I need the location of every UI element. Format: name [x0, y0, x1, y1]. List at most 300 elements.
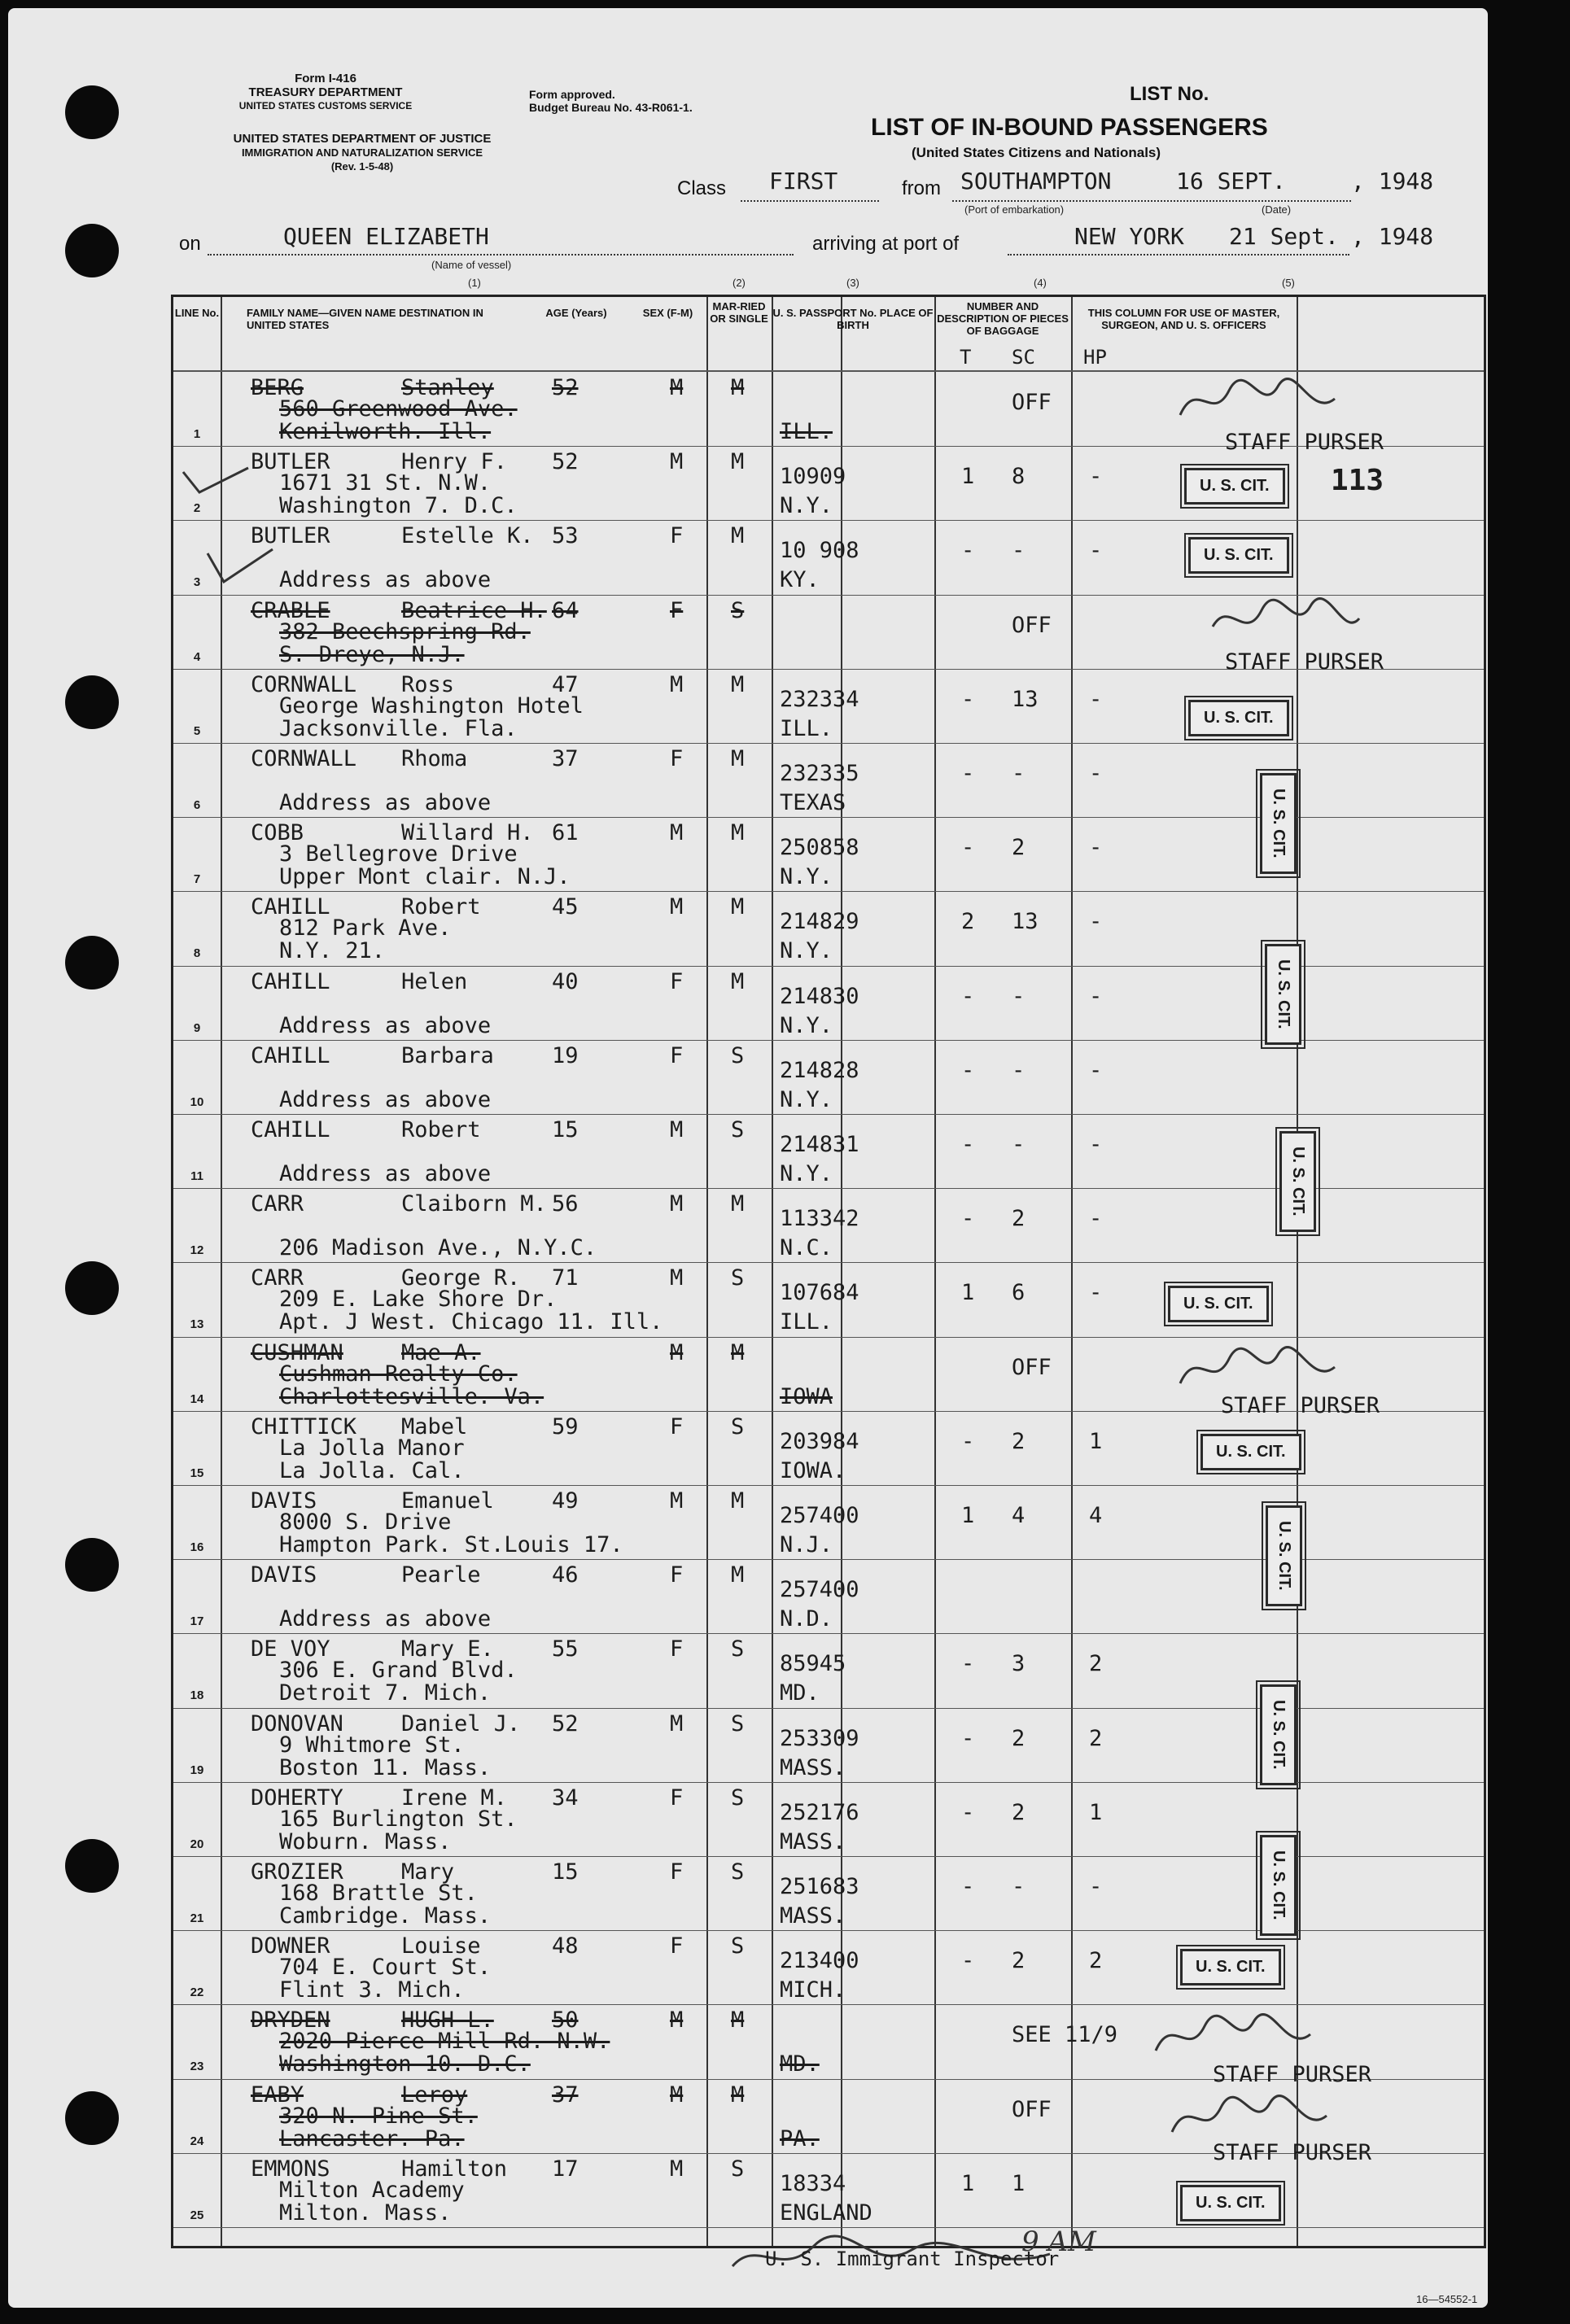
line-number: 10 — [190, 1094, 204, 1109]
place-of-birth: N.D. — [780, 1606, 833, 1632]
address-line-1: 812 Park Ave. — [279, 915, 452, 941]
sex: M — [670, 2082, 684, 2108]
baggage-hp: HP — [1083, 346, 1107, 369]
place-of-birth: MICH. — [780, 1977, 846, 2003]
address-line-1: Cushman Realty Co. — [279, 1361, 518, 1387]
given-name: Estelle K. — [401, 523, 534, 549]
ins-service: IMMIGRATION AND NATURALIZATION SERVICE — [241, 146, 483, 159]
vessel-name: QUEEN ELIZABETH — [283, 223, 489, 250]
line-number: 4 — [193, 649, 201, 664]
baggage-trunks: - — [961, 1206, 975, 1232]
baggage-trunks: 1 — [961, 464, 975, 490]
place-of-birth: MASS. — [780, 1754, 846, 1780]
place-of-birth: ILL. — [780, 715, 833, 741]
sex: M — [670, 2156, 684, 2182]
address-line-2: Kenilworth. Ill. — [279, 419, 492, 444]
age: 52 — [552, 1710, 579, 1736]
given-name: Leroy — [401, 2082, 468, 2108]
given-name: George R. — [401, 1265, 521, 1291]
baggage-suitcases: 2 — [1012, 1948, 1026, 1974]
line-number: 3 — [193, 575, 201, 590]
colnum-4: (4) — [1034, 277, 1047, 289]
justice-dept: UNITED STATES DEPARTMENT OF JUSTICE — [233, 132, 492, 146]
baggage-suitcases: 2 — [1012, 1725, 1026, 1751]
on-label: on — [179, 233, 201, 255]
age: 15 — [552, 1117, 579, 1142]
marital-status: M — [731, 1488, 745, 1514]
address-line-2: Woburn. Mass. — [279, 1828, 452, 1854]
line-number: 5 — [193, 723, 201, 738]
baggage-suitcases: OFF — [1012, 612, 1052, 638]
line-number: 6 — [193, 798, 201, 812]
baggage-handpieces: - — [1089, 1132, 1103, 1157]
us-cit-stamp: U. S. CIT. — [1260, 1684, 1297, 1785]
baggage-t: T — [960, 346, 972, 369]
address-line-1: 306 E. Grand Blvd. — [279, 1658, 518, 1684]
baggage-suitcases: OFF — [1012, 390, 1052, 415]
age: 56 — [552, 1191, 579, 1217]
us-cit-stamp: U. S. CIT. — [1279, 1131, 1316, 1232]
sex: M — [670, 1265, 684, 1291]
place-of-birth: TEXAS — [780, 790, 846, 815]
baggage-suitcases: SEE 11/9 — [1012, 2022, 1118, 2048]
colnum-5: (5) — [1282, 277, 1295, 289]
passport-number: 213400 — [780, 1948, 859, 1974]
address-line-2: Washington 7. D.C. — [279, 493, 518, 519]
passport-number: 214829 — [780, 909, 859, 935]
baggage-suitcases: 3 — [1012, 1651, 1026, 1677]
address-line-1: 704 E. Court St. — [279, 1955, 492, 1981]
age: 19 — [552, 1042, 579, 1068]
colnum-1: (1) — [468, 277, 481, 289]
family-name: CARR — [251, 1265, 304, 1291]
baggage-handpieces: - — [1089, 835, 1103, 861]
baggage-suitcases: 4 — [1012, 1503, 1026, 1528]
place-of-birth: ENGLAND — [780, 2200, 872, 2226]
line-number: 11 — [190, 1169, 203, 1183]
staff-purser-1: STAFF PURSER — [1225, 430, 1384, 455]
address-line-2: La Jolla. Cal. — [279, 1457, 465, 1483]
address-line-1: 2020 Pierce Mill Rd. N.W. — [279, 2029, 610, 2055]
address-line-2: Address as above — [279, 1012, 492, 1038]
arrival-port: NEW YORK — [1074, 223, 1184, 250]
service: UNITED STATES CUSTOMS SERVICE — [238, 100, 413, 111]
passport-number: 10 908 — [780, 538, 859, 564]
us-cit-stamp: U. S. CIT. — [1180, 1949, 1281, 1985]
given-name: Louise — [401, 1933, 481, 1959]
passport-number: 85945 — [780, 1651, 846, 1677]
sex: M — [670, 2007, 684, 2034]
baggage-handpieces: 1 — [1089, 1428, 1103, 1454]
col-line-no: LINE No. — [174, 307, 220, 319]
line-number: 19 — [190, 1763, 204, 1777]
us-cit-stamp: U. S. CIT. — [1188, 700, 1289, 736]
sex: F — [670, 1933, 684, 1959]
baggage-handpieces: 2 — [1089, 1948, 1103, 1974]
baggage-suitcases: 13 — [1012, 686, 1039, 712]
age: 64 — [552, 597, 579, 623]
marital-status: S — [731, 1710, 745, 1736]
family-name: CAHILL — [251, 1117, 330, 1142]
approval-block — [529, 88, 693, 114]
marital-status: M — [731, 1191, 745, 1217]
from-underline — [952, 200, 1351, 202]
passport-number: 250858 — [780, 835, 859, 861]
baggage-suitcases: 2 — [1012, 835, 1026, 861]
us-cit-stamp: U. S. CIT. — [1180, 2185, 1281, 2221]
marital-status: M — [731, 375, 745, 400]
given-name: Rhoma — [401, 746, 468, 771]
passport-number: 203984 — [780, 1428, 859, 1454]
sex: M — [670, 1117, 684, 1142]
us-cit-stamp: U. S. CIT. — [1184, 468, 1285, 505]
punch-hole — [65, 2091, 119, 2145]
line-number: 25 — [190, 2208, 204, 2222]
marital-status: S — [731, 1933, 745, 1959]
line-number: 2 — [193, 501, 201, 516]
address-line-1: 209 E. Lake Shore Dr. — [279, 1286, 558, 1313]
sex: F — [670, 746, 684, 771]
age: 71 — [552, 1265, 579, 1291]
revision: (Rev. 1-5-48) — [330, 160, 394, 173]
given-name: HUGH L. — [401, 2007, 494, 2034]
line-number: 16 — [190, 1540, 204, 1554]
marital-status: M — [731, 746, 745, 771]
col-married: MAR-RIED OR SINGLE — [710, 300, 768, 325]
department: TREASURY DEPARTMENT — [248, 85, 403, 99]
address-line-1: 8000 S. Drive — [279, 1509, 452, 1535]
address-line-1: 560 Greenwood Ave. — [279, 396, 518, 422]
given-name: Hamilton — [401, 2156, 508, 2182]
us-cit-stamp: U. S. CIT. — [1200, 1434, 1301, 1470]
arrival-date: 21 Sept. — [1229, 223, 1339, 250]
staff-purser-4: STAFF PURSER — [1213, 2062, 1372, 2087]
checkmark — [179, 464, 252, 496]
address-line-1: La Jolla Manor — [279, 1435, 465, 1461]
sex: F — [670, 1859, 684, 1885]
punch-hole — [65, 1261, 119, 1315]
punch-hole — [65, 936, 119, 989]
port-embarkation: SOUTHAMPTON — [960, 168, 1112, 194]
passport-number: 214828 — [780, 1057, 859, 1083]
baggage-suitcases: OFF — [1012, 2096, 1052, 2122]
passport-number: 107684 — [780, 1280, 859, 1306]
baggage-handpieces: 4 — [1089, 1503, 1103, 1528]
family-name: DRYDEN — [251, 2007, 330, 2034]
address-line-2: 206 Madison Ave., N.Y.C. — [279, 1235, 597, 1261]
age: 53 — [552, 523, 579, 549]
family-name: DONOVAN — [251, 1710, 343, 1736]
age: 40 — [552, 968, 579, 994]
family-name: DE VOY — [251, 1636, 330, 1662]
age: 52 — [552, 449, 579, 475]
family-name: EMMONS — [251, 2156, 330, 2182]
baggage-trunks: - — [961, 1948, 975, 1974]
marital-status: S — [731, 1042, 745, 1068]
baggage-suitcases: - — [1012, 983, 1026, 1009]
print-code: 16—54552-1 — [1416, 2293, 1478, 2305]
sex: M — [670, 449, 684, 475]
embarkation-year: , 1948 — [1351, 168, 1434, 194]
list-no: LIST No. — [1130, 83, 1209, 105]
line-number: 14 — [190, 1391, 204, 1406]
baggage-suitcases: 8 — [1012, 464, 1026, 490]
age: 47 — [552, 671, 579, 697]
given-name: Irene M. — [401, 1784, 508, 1811]
place-of-birth: N.Y. — [780, 1161, 833, 1186]
family-name: GROZIER — [251, 1859, 343, 1885]
address-line-2: Address as above — [279, 1161, 492, 1186]
marital-status: M — [731, 2007, 745, 2034]
line-number: 17 — [190, 1614, 204, 1629]
sex: F — [670, 968, 684, 994]
col-passport: U. S. PASSPORT No. PLACE OF BIRTH — [772, 307, 934, 331]
address-line-2: S. Dreye, N.J. — [279, 641, 465, 667]
line-number: 1 — [193, 427, 201, 441]
marital-status: M — [731, 1339, 745, 1365]
line-number: 13 — [190, 1317, 204, 1332]
baggage-trunks: 1 — [961, 1280, 975, 1306]
given-name: Pearle — [401, 1562, 481, 1588]
family-name: EABY — [251, 2082, 304, 2108]
table-row — [173, 446, 1484, 520]
passport-number: 253309 — [780, 1725, 859, 1751]
staff-purser-3: STAFF PURSER — [1221, 1393, 1380, 1418]
us-cit-stamp: U. S. CIT. — [1260, 1835, 1297, 1936]
given-name: Robert — [401, 1117, 481, 1142]
given-name: Barbara — [401, 1042, 494, 1068]
us-cit-stamp: U. S. CIT. — [1168, 1286, 1269, 1322]
address-line-1: 1671 31 St. N.W. — [279, 470, 492, 496]
form-subtitle: (United States Citizens and Nationals) — [912, 145, 1161, 160]
punch-hole — [65, 1538, 119, 1592]
address-line-2: Address as above — [279, 1086, 492, 1112]
passport-number: 232335 — [780, 761, 859, 786]
table-row — [173, 1040, 1484, 1114]
family-name: CORNWALL — [251, 671, 357, 697]
date-caption: (Date) — [1262, 203, 1292, 216]
baggage-trunks: 1 — [961, 1503, 975, 1528]
line-number: 15 — [190, 1466, 204, 1480]
marital-status: S — [731, 1859, 745, 1885]
baggage-handpieces: - — [1089, 464, 1103, 490]
family-name: BUTLER — [251, 523, 330, 549]
manifest-sheet — [8, 8, 1488, 2308]
place-of-birth: PA. — [780, 2125, 820, 2151]
passport-number: 232334 — [780, 686, 859, 712]
baggage-suitcases: - — [1012, 1874, 1026, 1899]
arriving-label: arriving at port of — [812, 233, 960, 255]
address-line-2: Detroit 7. Mich. — [279, 1680, 492, 1706]
passport-number: 18334 — [780, 2170, 846, 2196]
baggage-handpieces: 1 — [1089, 1799, 1103, 1825]
sex: M — [670, 820, 684, 846]
line-number: 24 — [190, 2134, 204, 2148]
passport-number: 113342 — [780, 1206, 859, 1232]
address-line-2: Address as above — [279, 1606, 492, 1632]
address-line-1: 165 Burlington St. — [279, 1806, 518, 1832]
line-number: 8 — [193, 946, 201, 961]
signature-scribble — [1172, 374, 1351, 431]
address-line-1: 382 Beechspring Rd. — [279, 618, 531, 644]
baggage-trunks: - — [961, 1874, 975, 1899]
handwritten-time: 9 AM — [1021, 2226, 1096, 2258]
family-name: BUTLER — [251, 449, 330, 475]
age: 45 — [552, 894, 579, 920]
baggage-suitcases: 2 — [1012, 1428, 1026, 1454]
colnum-3: (3) — [846, 277, 859, 289]
place-of-birth: N.Y. — [780, 493, 833, 519]
baggage-handpieces: - — [1089, 983, 1103, 1009]
baggage-trunks: - — [961, 1428, 975, 1454]
us-cit-stamp: U. S. CIT. — [1188, 537, 1289, 574]
place-of-birth: N.Y. — [780, 864, 833, 890]
family-name: CHITTICK — [251, 1413, 357, 1439]
address-line-1: Milton Academy — [279, 2177, 465, 2203]
age: 37 — [552, 2082, 579, 2108]
passport-number: 257400 — [780, 1577, 859, 1603]
address-line-1: 9 Whitmore St. — [279, 1732, 465, 1758]
colnum-2: (2) — [733, 277, 746, 289]
budget-bureau: Budget Bureau No. 43-R061-1. — [529, 101, 693, 114]
signature-scribble — [1164, 2091, 1343, 2148]
passport-number: 251683 — [780, 1874, 859, 1899]
baggage-suitcases: 13 — [1012, 909, 1039, 935]
address-line-2: Address as above — [279, 790, 492, 815]
staff-purser-2: STAFF PURSER — [1225, 649, 1384, 675]
arrival-year: , 1948 — [1351, 223, 1434, 250]
signature-scribble — [1205, 594, 1367, 651]
page-number: 113 — [1331, 464, 1384, 497]
given-name: Helen — [401, 968, 468, 994]
age: 34 — [552, 1784, 579, 1811]
sex: M — [670, 671, 684, 697]
given-name: Mary E. — [401, 1636, 494, 1662]
class-underline — [741, 200, 879, 202]
given-name: Mabel — [401, 1413, 468, 1439]
passport-number: 214830 — [780, 983, 859, 1009]
sex: F — [670, 1636, 684, 1662]
given-name: Mary — [401, 1859, 455, 1885]
form-number-block — [228, 72, 423, 113]
given-name: Claiborn M. — [401, 1191, 547, 1217]
place-of-birth: N.J. — [780, 1532, 833, 1557]
line-number: 9 — [193, 1020, 201, 1035]
baggage-suitcases: - — [1012, 1057, 1026, 1083]
family-name: DAVIS — [251, 1562, 317, 1588]
passport-number: 214831 — [780, 1132, 859, 1157]
punch-hole — [65, 224, 119, 277]
baggage-handpieces: 2 — [1089, 1725, 1103, 1751]
line-number: 12 — [190, 1243, 204, 1258]
baggage-suitcases: - — [1012, 538, 1026, 564]
age: 15 — [552, 1859, 579, 1885]
passenger-table — [171, 295, 1486, 2248]
marital-status: S — [731, 2156, 745, 2182]
marital-status: S — [731, 1636, 745, 1662]
baggage-sc: SC — [1012, 346, 1035, 369]
sex: M — [670, 1191, 684, 1217]
address-line-2: Flint 3. Mich. — [279, 1977, 465, 2003]
baggage-handpieces: - — [1089, 538, 1103, 564]
baggage-handpieces: - — [1089, 761, 1103, 786]
sex: F — [670, 523, 684, 549]
line-number: 21 — [190, 1911, 204, 1925]
marital-status: S — [731, 1117, 745, 1142]
age: 59 — [552, 1413, 579, 1439]
justice-block — [171, 132, 553, 173]
family-name: CUSHMAN — [251, 1339, 343, 1365]
baggage-handpieces: - — [1089, 1057, 1103, 1083]
arrival-underline — [1008, 254, 1349, 256]
sex: M — [670, 1488, 684, 1514]
place-of-birth: KY. — [780, 567, 820, 593]
address-line-2: Jacksonville. Fla. — [279, 715, 518, 741]
sex: F — [670, 1784, 684, 1811]
marital-status: S — [731, 1413, 745, 1439]
line-number: 22 — [190, 1985, 204, 2000]
place-of-birth: N.C. — [780, 1235, 833, 1261]
us-cit-stamp: U. S. CIT. — [1265, 944, 1301, 1045]
given-name: Robert — [401, 894, 481, 920]
class-value: FIRST — [769, 168, 838, 194]
sex: F — [670, 1413, 684, 1439]
age: 50 — [552, 2007, 579, 2034]
address-line-2: Cambridge. Mass. — [279, 1903, 492, 1929]
address-line-2: Apt. J West. Chicago 11. Ill. — [279, 1309, 663, 1335]
address-line-1: 168 Brattle St. — [279, 1881, 478, 1906]
baggage-suitcases: 6 — [1012, 1280, 1026, 1306]
age: 48 — [552, 1933, 579, 1959]
table-row — [173, 1262, 1484, 1336]
passport-number: 257400 — [780, 1503, 859, 1528]
marital-status: M — [731, 2082, 745, 2108]
family-name: CAHILL — [251, 894, 330, 920]
marital-status: S — [731, 1784, 745, 1811]
sex: M — [670, 1710, 684, 1736]
given-name: Willard H. — [401, 820, 534, 846]
class-label: Class — [677, 177, 727, 199]
age: 61 — [552, 820, 579, 846]
baggage-suitcases: - — [1012, 1132, 1026, 1157]
col-age: AGE (Years) — [545, 307, 607, 319]
punch-hole — [65, 675, 119, 729]
punch-hole — [65, 1839, 119, 1893]
given-name: Mae A. — [401, 1339, 481, 1365]
baggage-suitcases: 1 — [1012, 2170, 1026, 2196]
place-of-birth: N.Y. — [780, 1086, 833, 1112]
passport-number: 252176 — [780, 1799, 859, 1825]
age: 37 — [552, 746, 579, 771]
place-of-birth: N.Y. — [780, 938, 833, 964]
address-line-2: Milton. Mass. — [279, 2200, 452, 2226]
passport-number: 10909 — [780, 464, 846, 490]
signature-scribble — [1172, 1343, 1351, 1400]
baggage-trunks: - — [961, 1725, 975, 1751]
given-name: Ross — [401, 671, 455, 697]
punch-hole — [65, 85, 119, 139]
embarkation-date: 16 SEPT. — [1176, 168, 1286, 194]
col-officers: THIS COLUMN FOR USE OF MASTER, SURGEON, AND U. S. OFFICERS — [1087, 307, 1280, 331]
vessel-caption: (Name of vessel) — [431, 259, 512, 271]
age: 52 — [552, 375, 579, 400]
address-line-2: Upper Mont clair. N.J. — [279, 864, 571, 890]
sex: F — [670, 1042, 684, 1068]
baggage-handpieces: - — [1089, 1874, 1103, 1899]
marital-status: S — [731, 1265, 745, 1291]
address-line-1: 320 N. Pine St. — [279, 2103, 478, 2129]
given-name: Beatrice H. — [401, 597, 547, 623]
